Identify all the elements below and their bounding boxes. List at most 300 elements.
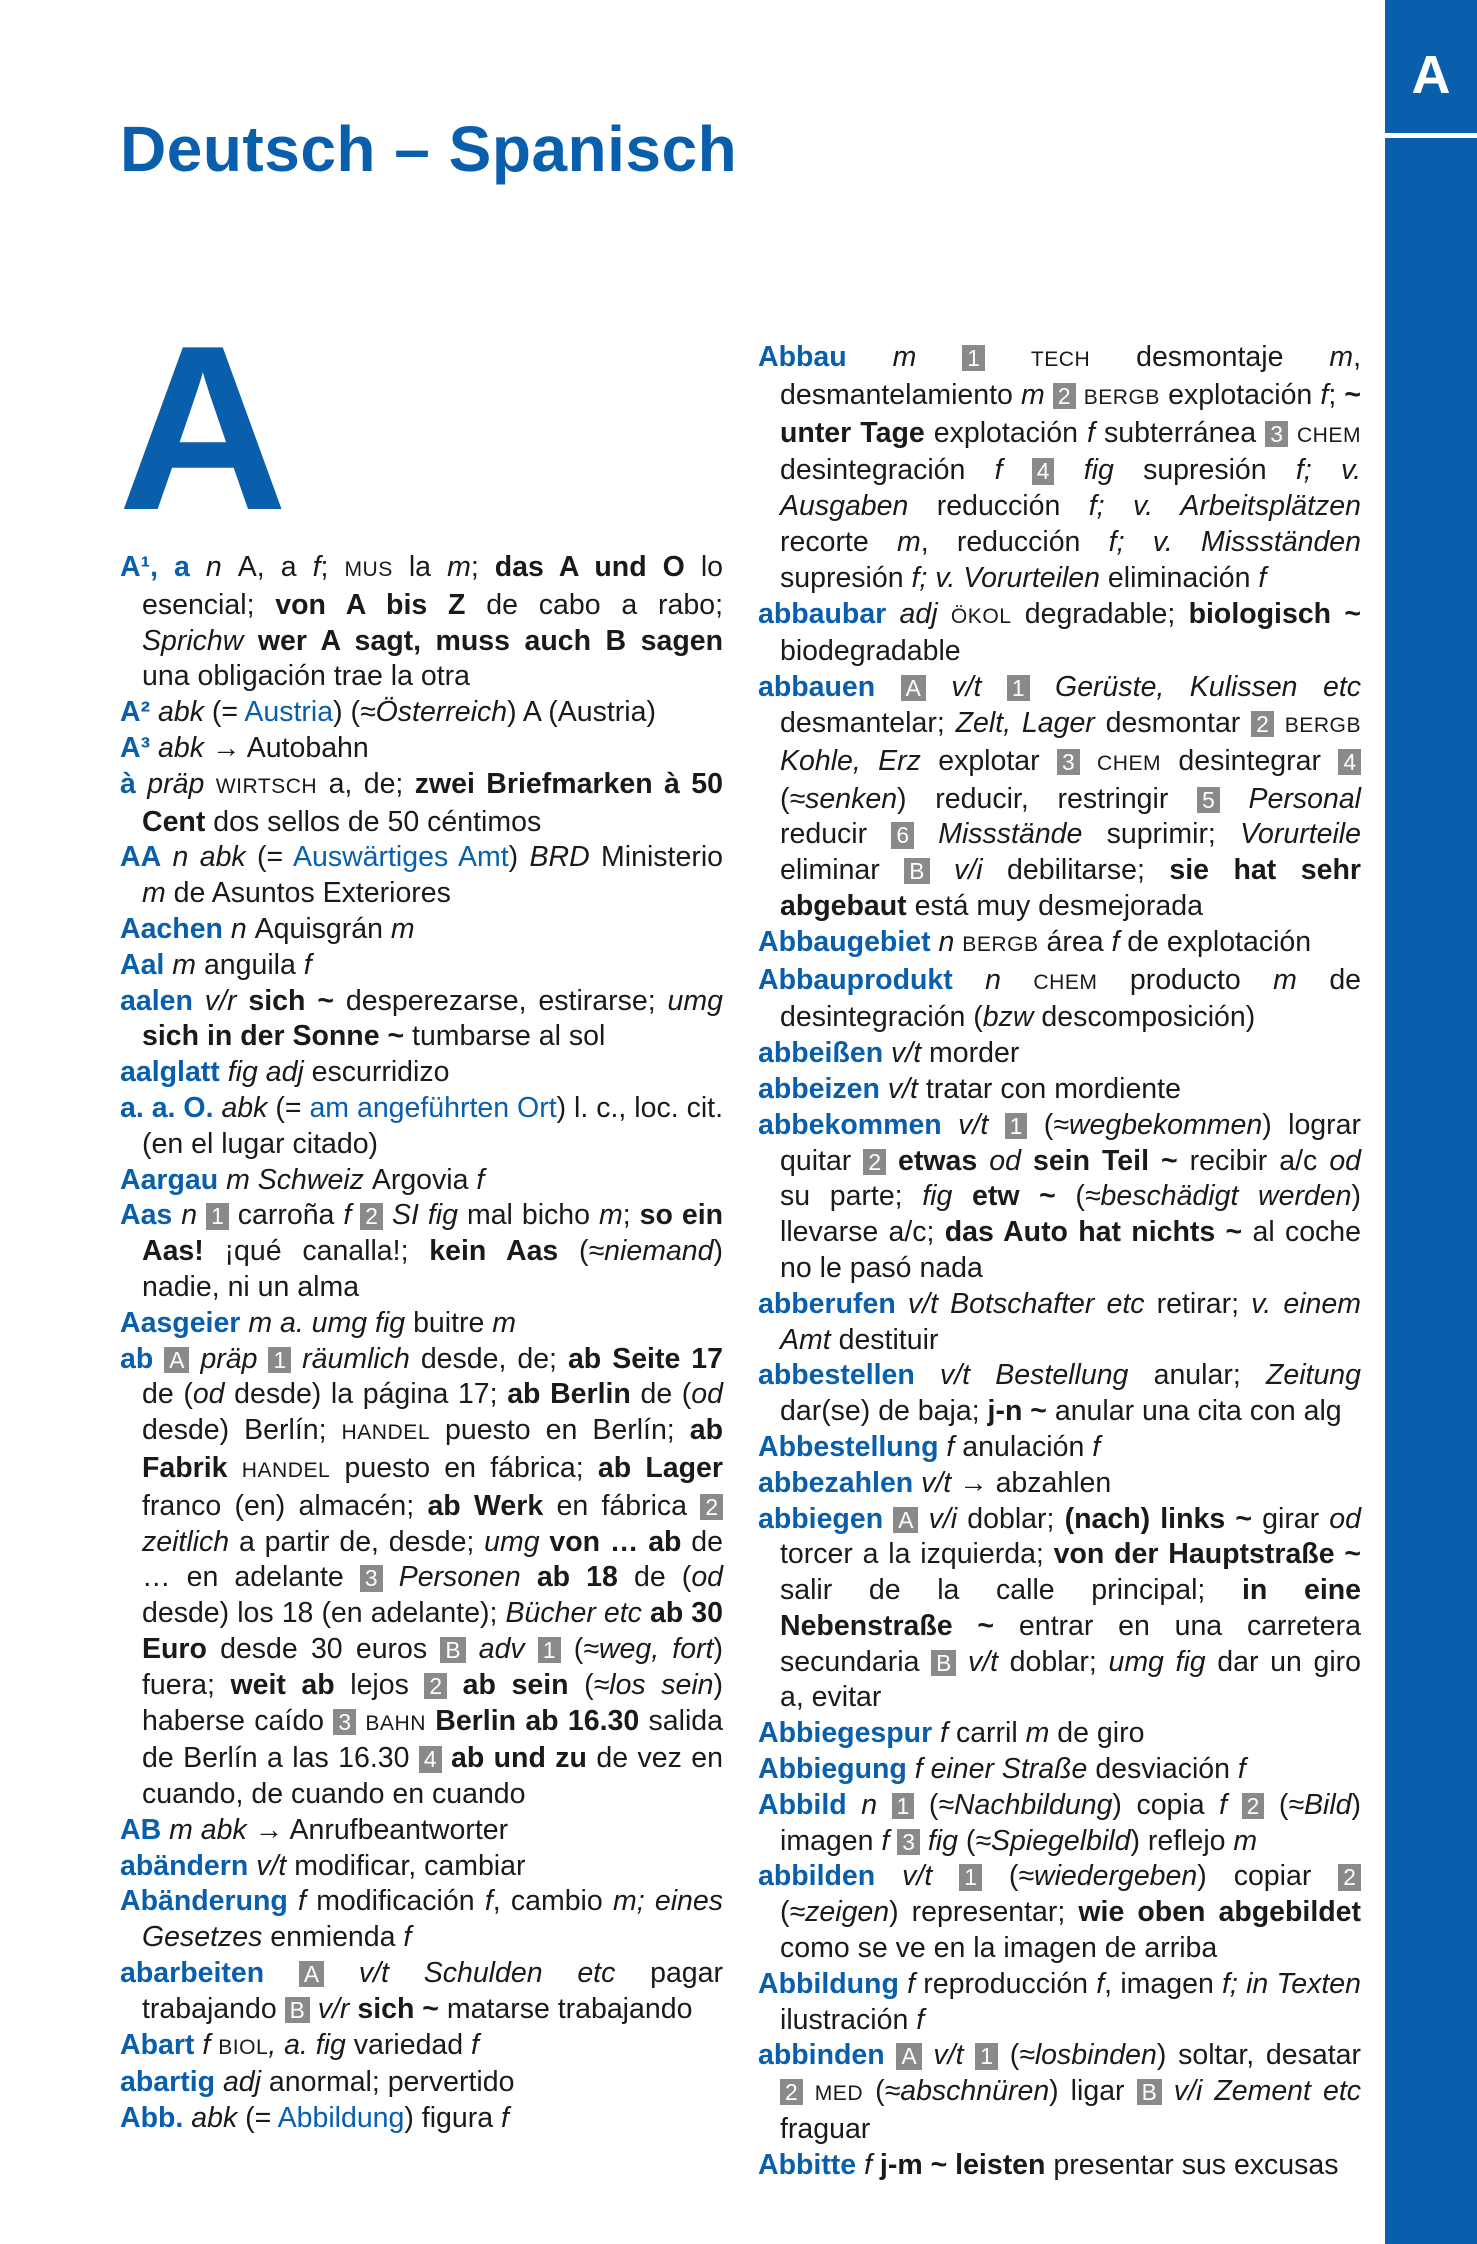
- translation-text: [1288, 417, 1297, 449]
- grammar-label: n: [952, 963, 1034, 996]
- translation-text: área: [1038, 925, 1112, 958]
- grammar-label: m: [1025, 1717, 1050, 1750]
- translation-text: desde 30 euros: [206, 1632, 441, 1665]
- headword: Abbaugebiet: [758, 925, 931, 958]
- grammar-label: v/t: [883, 1037, 930, 1070]
- dictionary-entry: [120, 1849, 723, 1885]
- grammar-label: fig adj: [219, 1056, 312, 1089]
- headword: ab: [120, 1342, 154, 1375]
- translation-text: (=: [211, 696, 245, 729]
- expansion-link[interactable]: Abbildung: [277, 2102, 405, 2135]
- headword: aalen: [120, 984, 193, 1017]
- translation-text: anguila: [203, 948, 304, 981]
- headword: Abbau: [758, 341, 847, 373]
- sense-number-box: 1: [206, 1203, 229, 1229]
- headword: abbezahlen: [758, 1466, 914, 1499]
- translation-text: explotación: [924, 416, 1088, 449]
- grammar-label: f: [1111, 925, 1120, 958]
- sense-number-box: 1: [268, 1347, 291, 1373]
- translation-text: reproducción: [923, 1967, 1097, 2000]
- phrase: in eine Nebenstraße ~: [780, 1574, 1361, 1642]
- grammar-label: m: [1273, 963, 1297, 996]
- dictionary-entry: [120, 1091, 723, 1163]
- grammar-label: od: [977, 1144, 1033, 1177]
- sense-number-box: 1: [975, 2043, 998, 2069]
- headword: A³: [120, 731, 151, 764]
- grammar-label: Zelt, Lager: [955, 706, 1106, 739]
- translation-text: en fábrica: [543, 1489, 701, 1522]
- grammar-label: od: [691, 1561, 724, 1594]
- phrase: ab Lager: [597, 1451, 723, 1484]
- translation-text: ) nadie, ni un alma: [142, 1235, 723, 1303]
- translation-text: (: [780, 1896, 790, 1929]
- sense-number-box: 1: [1007, 675, 1030, 701]
- translation-text: como se ve en la imagen de arriba: [780, 1932, 1218, 1965]
- translation-text: (: [560, 1632, 584, 1665]
- sense-number-box: 1: [892, 1793, 915, 1819]
- translation-text: ) soltar, desatar: [1156, 2039, 1361, 2072]
- translation-text: producto: [1097, 963, 1274, 996]
- translation-text: [426, 1705, 435, 1737]
- dictionary-entry: [120, 2065, 723, 2101]
- grammar-label: v/t: [941, 1108, 1005, 1141]
- sense-number-box: B: [904, 858, 929, 884]
- grammar-label: v/r: [192, 984, 249, 1017]
- grammar-label: ≈wegbekommen: [1053, 1108, 1263, 1141]
- phrase: Berlin ab 16.30: [435, 1704, 640, 1737]
- translation-text: anormal; pervertido: [268, 2066, 515, 2099]
- sense-number-box: 2: [424, 1673, 447, 1699]
- right-column: [758, 340, 1361, 2184]
- grammar-label: m: [492, 1306, 517, 1339]
- domain-label: TECH: [1030, 348, 1091, 371]
- dictionary-entry: [758, 1358, 1361, 1430]
- translation-text: desintegrar: [1161, 744, 1339, 777]
- grammar-label: ≈senken: [789, 782, 898, 815]
- headword: abbekommen: [758, 1108, 942, 1141]
- dictionary-entry: [120, 767, 723, 841]
- headword: Abart: [120, 2028, 195, 2061]
- translation-text: carril: [955, 1717, 1026, 1750]
- grammar-label: Personen: [382, 1561, 537, 1594]
- grammar-label: , a. fig: [268, 2028, 354, 2061]
- translation-text: [356, 1705, 365, 1737]
- headword: Aargau: [120, 1163, 219, 1196]
- grammar-label: Gerüste, Kulissen etc: [1029, 671, 1361, 704]
- grammar-label: m: [447, 551, 471, 583]
- sense-number-box: 4: [1032, 458, 1055, 484]
- grammar-label: umg: [484, 1525, 540, 1558]
- sense-number-box: 2: [1053, 383, 1076, 409]
- dictionary-entry: [758, 1859, 1361, 1966]
- headword: abbeizen: [758, 1072, 880, 1105]
- dictionary-entry: [120, 1306, 723, 1342]
- translation-text: una obligación trae la otra: [142, 660, 470, 693]
- grammar-label: ≈abschnüren: [884, 2075, 1050, 2108]
- grammar-label: Missstände: [914, 818, 1107, 851]
- dictionary-entry: [120, 1884, 723, 1956]
- grammar-label: f: [312, 551, 321, 583]
- dictionary-entry: [120, 1198, 723, 1305]
- grammar-label: adj: [215, 2066, 269, 2099]
- grammar-label: umg fig: [1108, 1645, 1218, 1678]
- translation-text: [1080, 745, 1097, 777]
- grammar-label: n: [172, 1199, 207, 1232]
- phrase: ab 18: [536, 1561, 618, 1594]
- headword: abbestellen: [758, 1359, 915, 1392]
- phrase: sich ~: [248, 984, 334, 1017]
- translation-text: ¡qué canalla!;: [203, 1235, 430, 1268]
- translation-text: su parte;: [780, 1180, 923, 1213]
- domain-label: HANDEL: [341, 1421, 431, 1445]
- sense-number-box: 3: [1265, 421, 1288, 447]
- grammar-label: f: [898, 1967, 924, 2000]
- grammar-label: m; eines Gesetzes: [142, 1885, 723, 1954]
- sense-number-box: A: [896, 2043, 921, 2069]
- translation-text: ) ligar: [1049, 2075, 1137, 2108]
- phrase: das A und O: [494, 551, 685, 583]
- grammar-label: abk: [183, 2102, 246, 2135]
- translation-text: desviación: [1095, 1753, 1238, 1786]
- grammar-label: f: [1258, 561, 1267, 594]
- translation-text: desde) Berlín;: [142, 1414, 342, 1447]
- translation-text: dar un giro a, evitar: [780, 1645, 1361, 1714]
- sense-number-box: 3: [897, 1829, 920, 1855]
- dictionary-entry: [120, 731, 723, 767]
- dictionary-entry: [758, 1466, 1361, 1502]
- grammar-label: f: [343, 1199, 352, 1232]
- translation-text: [447, 1669, 463, 1701]
- grammar-label: f; v. Vorurteilen: [911, 561, 1108, 594]
- translation-text: , reducción: [920, 525, 1109, 558]
- sense-number-box: 1: [538, 1637, 561, 1663]
- dictionary-entry: [758, 1108, 1361, 1287]
- dictionary-entry: [758, 963, 1361, 1037]
- translation-text: doblar;: [967, 1502, 1065, 1535]
- translation-text: desintegración: [780, 454, 995, 487]
- translation-text: [886, 1145, 898, 1177]
- translation-text: ) fuera;: [142, 1632, 723, 1701]
- translation-text: [383, 1199, 392, 1231]
- domain-label: BERGB: [1083, 385, 1160, 409]
- grammar-label: v/t: [248, 1849, 295, 1882]
- grammar-label: f: [403, 1921, 412, 1954]
- dictionary-entry: [758, 1430, 1361, 1466]
- translation-text: Ministerio: [589, 841, 724, 874]
- grammar-label: v/t: [913, 1466, 960, 1499]
- translation-text: de cabo a rabo;: [465, 588, 723, 621]
- translation-text: ;: [622, 1199, 640, 1232]
- translation-text: (: [1264, 1788, 1289, 1821]
- translation-text: de desintegración (: [780, 963, 1362, 1034]
- translation-text: ) imagen: [780, 1788, 1362, 1857]
- dictionary-entry: [758, 1788, 1361, 1860]
- grammar-label: f; v. Arbeitsplätzen: [1088, 490, 1361, 523]
- translation-text: , desmantelamiento: [780, 341, 1362, 411]
- translation-text: recibir a/c: [1177, 1144, 1330, 1177]
- translation-text: [985, 341, 1031, 373]
- headword: Abbitte: [758, 2148, 857, 2181]
- grammar-label: präp: [189, 1342, 269, 1375]
- grammar-label: m: [846, 341, 963, 373]
- grammar-label: v/t: [925, 671, 1007, 704]
- translation-text: [1045, 379, 1053, 411]
- grammar-label: adv: [465, 1632, 538, 1665]
- grammar-label: n: [222, 912, 255, 945]
- sense-number-box: 2: [1338, 1864, 1361, 1890]
- translation-text: debilitarse;: [1007, 854, 1170, 887]
- sense-number-box: 2: [1251, 711, 1274, 737]
- grammar-label: f: [1087, 416, 1095, 449]
- phrase: ab 30 Euro: [142, 1597, 723, 1665]
- translation-text: está muy desmejorada: [906, 889, 1203, 922]
- phrase: etw ~: [971, 1180, 1056, 1213]
- grammar-label: v/i: [929, 854, 1008, 887]
- headword: abbaubar: [758, 597, 887, 630]
- translation-text: morder: [929, 1037, 1020, 1070]
- dictionary-entry: [120, 948, 723, 984]
- translation-text: la: [392, 551, 448, 583]
- grammar-label: f: [501, 2102, 509, 2135]
- phrase: kein Aas: [429, 1235, 559, 1268]
- dictionary-entry: [758, 1716, 1361, 1752]
- grammar-label: abk: [150, 731, 212, 764]
- sense-number-box: 3: [1057, 749, 1080, 775]
- phrase: sein Teil ~: [1032, 1144, 1178, 1177]
- grammar-label: v. einem Amt: [780, 1287, 1361, 1356]
- translation-text: descomposición): [1033, 1001, 1256, 1034]
- grammar-label: präp: [135, 767, 216, 800]
- domain-label: BAHN: [365, 1711, 426, 1735]
- grammar-label: Personal: [1219, 782, 1362, 815]
- sense-number-box: A: [164, 1347, 189, 1373]
- translation-text: Argovia: [371, 1163, 477, 1196]
- grammar-label: f: [476, 1163, 485, 1196]
- grammar-label: ≈wiedergeben: [1018, 1860, 1198, 1893]
- translation-text: matarse trabajando: [438, 1992, 693, 2025]
- grammar-label: f: [471, 2028, 479, 2061]
- grammar-label: f: [856, 2148, 880, 2181]
- translation-text: doblar;: [1009, 1645, 1109, 1678]
- translation-text: degradable;: [1011, 597, 1189, 630]
- headword: abbilden: [758, 1860, 876, 1893]
- translation-text: [889, 1825, 897, 1857]
- translation-text: supresión: [1143, 454, 1296, 487]
- translation-text: (: [1027, 1108, 1054, 1141]
- dictionary-entry: [120, 1956, 723, 2028]
- dictionary-entry: [120, 984, 723, 1056]
- headword: Aal: [120, 948, 165, 981]
- phrase: etwas: [898, 1144, 978, 1177]
- grammar-label: abk: [150, 696, 212, 729]
- phrase: (nach) links ~: [1064, 1502, 1252, 1535]
- translation-text: entrar en una carretera secundaria: [780, 1609, 1361, 1678]
- translation-text: puesto en fábrica;: [330, 1451, 598, 1484]
- grammar-label: fig: [922, 1180, 953, 1213]
- dictionary-entry: [758, 597, 1361, 671]
- translation-text: desde, de;: [420, 1342, 568, 1375]
- grammar-label: n abk: [161, 841, 258, 874]
- grammar-label: f; in Texten: [1222, 1967, 1361, 2000]
- translation-text: ) lograr quitar: [780, 1108, 1361, 1177]
- headword: AA: [120, 841, 162, 874]
- translation-text: puesto en Berlín;: [430, 1414, 690, 1447]
- translation-text: destituir: [838, 1323, 939, 1356]
- grammar-label: f: [194, 2028, 219, 2061]
- phrase: ~ unter Tage: [780, 378, 1361, 449]
- translation-text: ) haberse caído: [142, 1668, 724, 1737]
- phrase: ab Berlin: [507, 1378, 631, 1411]
- translation-text: desmantelar;: [780, 706, 956, 739]
- translation-text: Aquisgrán: [254, 912, 391, 945]
- translation-text: salida de Berlín a las 16.30: [142, 1704, 724, 1775]
- headword: Aachen: [120, 912, 223, 945]
- headword: abbeißen: [758, 1037, 884, 1070]
- phrase: weit ab: [230, 1668, 335, 1701]
- headword: Aasgeier: [120, 1306, 241, 1339]
- translation-text: salir de la calle principal;: [780, 1574, 1242, 1607]
- headword: abartig: [120, 2066, 216, 2099]
- phrase: sie hat sehr abgebaut: [780, 854, 1361, 922]
- translation-text: de (: [617, 1561, 692, 1594]
- translation-text: ) llevarse a/c;: [780, 1180, 1361, 1249]
- translation-text: a partir de, desde;: [238, 1525, 485, 1558]
- translation-text: de vez en cuando, de cuando en cuando: [142, 1742, 723, 1811]
- grammar-label: ≈weg, fort: [583, 1632, 714, 1665]
- translation-text: ) (: [333, 696, 360, 729]
- grammar-label: f; v. Missständen: [1108, 525, 1361, 558]
- phrase: zwei Briefmarken à 50 Cent: [142, 767, 723, 838]
- grammar-label: m: [164, 948, 204, 981]
- grammar-label: ≈Spiegelbild: [975, 1824, 1131, 1857]
- left-column: [120, 550, 723, 2137]
- phrase: sich in der Sonne ~: [142, 1020, 405, 1053]
- dictionary-entry: [120, 2101, 723, 2137]
- headword: Abbestellung: [758, 1430, 939, 1463]
- translation-text: A, a: [237, 551, 313, 583]
- translation-text: de Asuntos Exteriores: [165, 877, 451, 910]
- grammar-label: fig: [1054, 454, 1144, 487]
- translation-text: dar(se) de baja;: [780, 1395, 988, 1428]
- sense-number-box: B: [1137, 2079, 1162, 2105]
- domain-label: ÖKOL: [950, 604, 1012, 628]
- grammar-label: v/r: [309, 1992, 358, 2025]
- translation-text: biodegradable: [780, 635, 961, 668]
- dictionary-entry: [120, 550, 723, 695]
- headword: a. a. O.: [120, 1091, 214, 1124]
- translation-text: de explotación: [1119, 925, 1312, 958]
- translation-text: [1003, 454, 1032, 486]
- headword: abbinden: [758, 2039, 885, 2072]
- translation-text: ) representar;: [889, 1896, 1079, 1929]
- sense-number-box: 5: [1197, 787, 1220, 813]
- domain-label: HANDEL: [241, 1458, 331, 1482]
- translation-text: (=: [257, 841, 293, 874]
- translation-text: (: [558, 1235, 589, 1268]
- dictionary-entry: [120, 695, 723, 731]
- translation-text: desde) la página 17;: [224, 1378, 508, 1411]
- grammar-label: abk: [213, 1091, 276, 1124]
- translation-text: fraguar: [780, 2113, 871, 2146]
- translation-text: ) A (Austria): [507, 696, 656, 729]
- dictionary-entry: [120, 2028, 723, 2066]
- translation-text: (: [997, 2039, 1020, 2072]
- translation-text: ;: [470, 551, 495, 583]
- grammar-label: räumlich: [291, 1342, 421, 1375]
- translation-text: explotar: [938, 744, 1057, 777]
- translation-text: al coche no le pasó nada: [780, 1216, 1361, 1284]
- sense-number-box: 1: [962, 345, 985, 371]
- translation-text: desde) los 18 (en adelante);: [142, 1597, 506, 1630]
- section-letter: A: [118, 296, 288, 559]
- translation-text: franco (en) almacén;: [142, 1489, 428, 1522]
- translation-text: recorte: [780, 525, 897, 558]
- translation-text: a, de;: [317, 767, 415, 800]
- grammar-label: fig: [919, 1824, 966, 1857]
- sense-number-box: 4: [419, 1746, 442, 1772]
- translation-text: [883, 1503, 893, 1535]
- translation-text: ) reflejo: [1130, 1824, 1234, 1857]
- headword: abarbeiten: [120, 1957, 265, 1990]
- sense-number-box: 2: [780, 2079, 803, 2105]
- domain-label: CHEM: [1296, 423, 1361, 447]
- dictionary-entry: [758, 1072, 1361, 1108]
- translation-text: (=: [275, 1091, 310, 1124]
- translation-text: anulación: [962, 1430, 1093, 1463]
- translation-text: [1227, 1789, 1242, 1821]
- headword: A¹, a: [120, 551, 190, 583]
- grammar-label: m: [1233, 1824, 1258, 1857]
- grammar-label: umg: [667, 984, 723, 1017]
- translation-text: eliminar: [780, 854, 905, 887]
- grammar-label: v/t: [879, 1072, 926, 1105]
- phrase: das Auto hat nichts ~: [944, 1216, 1243, 1249]
- grammar-label: v/t: [875, 1860, 960, 1893]
- headword: abbiegen: [758, 1502, 884, 1535]
- translation-text: eliminación: [1107, 561, 1259, 594]
- grammar-label: ≈losbinden: [1019, 2039, 1157, 2072]
- headword: AB: [120, 1813, 162, 1846]
- grammar-label: ≈Österreich: [359, 696, 508, 729]
- headword: abbauen: [758, 671, 876, 704]
- domain-label: BERGB: [1284, 713, 1361, 737]
- grammar-label: m: [1329, 341, 1354, 373]
- translation-text: tratar con mordiente: [925, 1072, 1181, 1105]
- grammar-label: m: [598, 1199, 623, 1232]
- headword: Aas: [120, 1199, 173, 1232]
- translation-text: desmontar: [1105, 706, 1252, 739]
- dictionary-entry: [120, 1163, 723, 1199]
- translation-text: , imagen: [1104, 1967, 1223, 2000]
- domain-label: MED: [814, 2082, 864, 2106]
- grammar-label: f: [484, 1885, 493, 1918]
- translation-text: [803, 2075, 815, 2107]
- expansion-link[interactable]: am angeführten Ort: [309, 1091, 557, 1124]
- grammar-label: m a. umg fig: [240, 1306, 414, 1339]
- translation-text: reducir: [780, 818, 892, 851]
- translation-text: carroña: [228, 1199, 344, 1232]
- grammar-label: v/i Zement etc: [1161, 2075, 1361, 2108]
- page-title: Deutsch – Spanisch: [120, 113, 738, 185]
- expansion-link[interactable]: Auswärtiges Amt: [292, 841, 509, 874]
- phrase: ab Werk: [427, 1489, 544, 1522]
- expansion-link[interactable]: Austria: [244, 696, 334, 729]
- grammar-label: m Schweiz: [218, 1163, 372, 1196]
- translation-text: (: [914, 1788, 939, 1821]
- sense-number-box: 1: [959, 1864, 982, 1890]
- domain-label: BERGB: [962, 932, 1039, 956]
- headword: Abbauprodukt: [758, 963, 953, 996]
